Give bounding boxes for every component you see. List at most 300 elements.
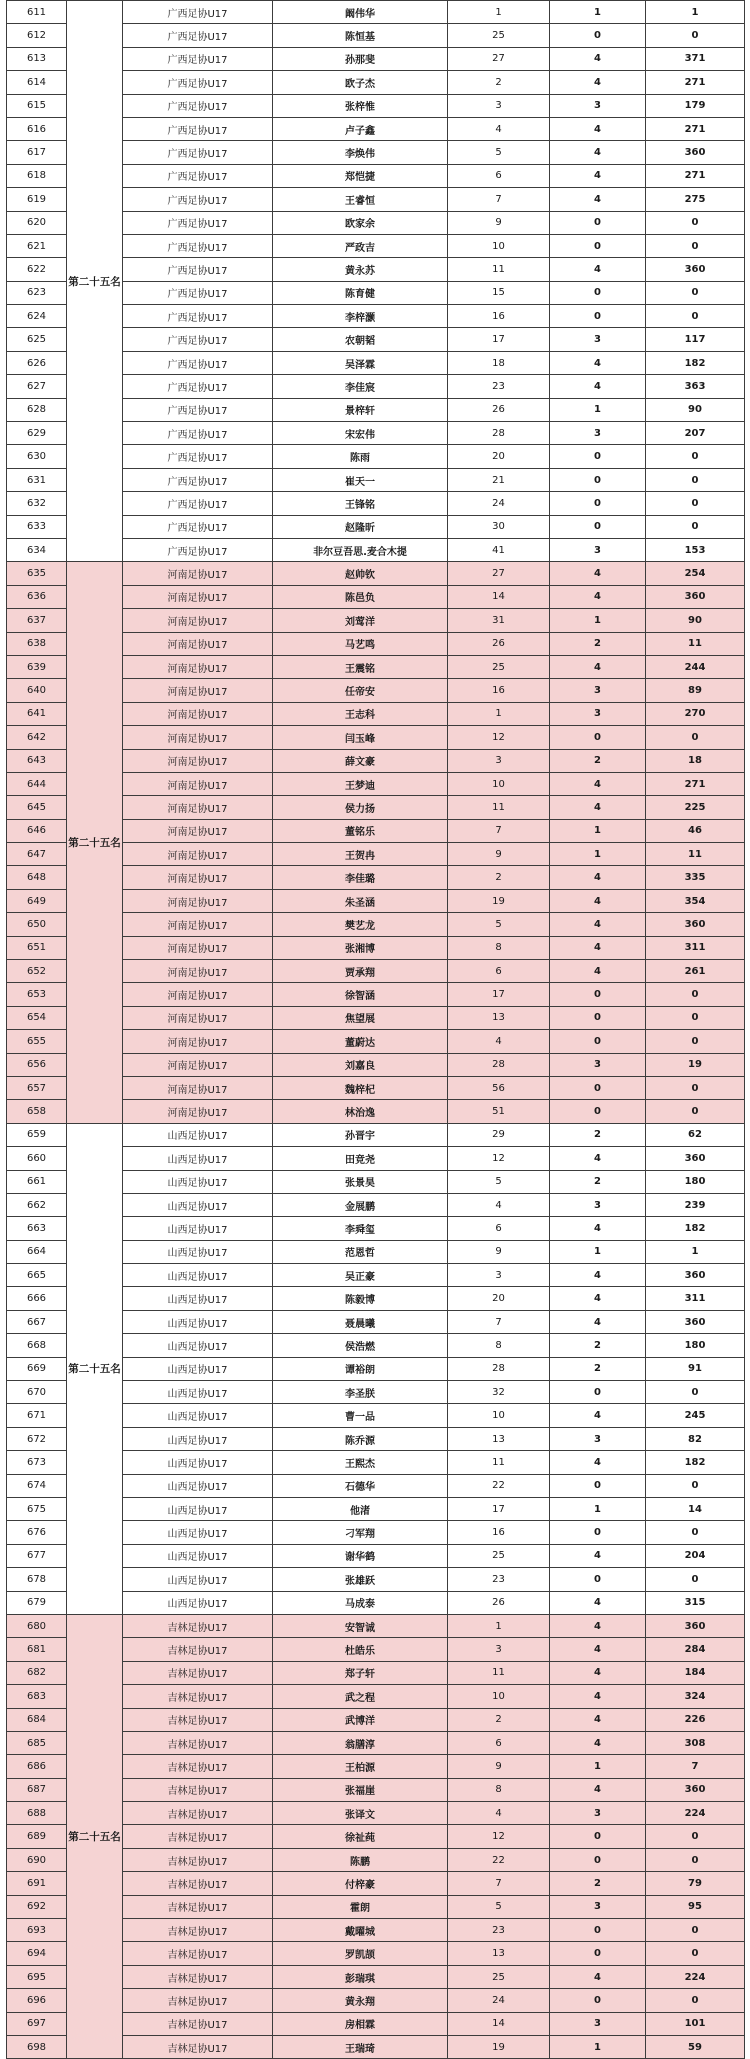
jersey-number-cell: 9 [448, 211, 550, 234]
minutes-cell: 226 [646, 1708, 745, 1731]
team-cell: 河南足协U17 [123, 1030, 273, 1053]
appearances-cell: 4 [550, 936, 646, 959]
jersey-number-cell: 7 [448, 819, 550, 842]
jersey-number-cell: 15 [448, 281, 550, 304]
minutes-cell: 275 [646, 188, 745, 211]
minutes-cell: 360 [646, 1310, 745, 1333]
appearances-cell: 0 [550, 1030, 646, 1053]
jersey-number-cell: 17 [448, 328, 550, 351]
team-cell: 山西足协U17 [123, 1591, 273, 1614]
jersey-number-cell: 1 [448, 702, 550, 725]
appearances-cell: 1 [550, 1, 646, 24]
table-row [7, 1123, 745, 1146]
minutes-cell: 19 [646, 1053, 745, 1076]
team-cell: 广西足协U17 [123, 468, 273, 491]
minutes-cell: 0 [646, 1100, 745, 1123]
row-number-cell: 669 [7, 1357, 67, 1380]
minutes-cell: 207 [646, 422, 745, 445]
jersey-number-cell: 3 [448, 1264, 550, 1287]
team-cell: 河南足协U17 [123, 585, 273, 608]
minutes-cell: 180 [646, 1170, 745, 1193]
player-name-cell: 闫玉峰 [273, 726, 448, 749]
appearances-cell: 4 [550, 1685, 646, 1708]
jersey-number-cell: 6 [448, 164, 550, 187]
minutes-cell: 0 [646, 1989, 745, 2012]
player-name-cell: 郑子轩 [273, 1661, 448, 1684]
minutes-cell: 271 [646, 772, 745, 795]
appearances-cell: 2 [550, 1872, 646, 1895]
team-cell: 广西足协U17 [123, 422, 273, 445]
jersey-number-cell: 16 [448, 305, 550, 328]
row-number-cell: 673 [7, 1451, 67, 1474]
minutes-cell: 0 [646, 983, 745, 1006]
row-number-cell: 644 [7, 772, 67, 795]
jersey-number-cell: 2 [448, 71, 550, 94]
team-cell: 河南足协U17 [123, 913, 273, 936]
appearances-cell: 2 [550, 1334, 646, 1357]
minutes-cell: 82 [646, 1427, 745, 1450]
minutes-cell: 91 [646, 1357, 745, 1380]
row-number-cell: 675 [7, 1498, 67, 1521]
appearances-cell: 1 [550, 819, 646, 842]
appearances-cell: 4 [550, 188, 646, 211]
player-name-cell: 吴泽霖 [273, 351, 448, 374]
appearances-cell: 2 [550, 632, 646, 655]
minutes-cell: 0 [646, 1825, 745, 1848]
appearances-cell: 3 [550, 2012, 646, 2035]
jersey-number-cell: 26 [448, 632, 550, 655]
jersey-number-cell: 3 [448, 749, 550, 772]
appearances-cell: 4 [550, 117, 646, 140]
team-cell: 吉林足协U17 [123, 1778, 273, 1801]
player-name-cell: 王志科 [273, 702, 448, 725]
jersey-number-cell: 12 [448, 726, 550, 749]
appearances-cell: 0 [550, 1919, 646, 1942]
minutes-cell: 153 [646, 538, 745, 561]
appearances-cell: 0 [550, 1989, 646, 2012]
player-name-cell: 房相霖 [273, 2012, 448, 2035]
jersey-number-cell: 17 [448, 1498, 550, 1521]
row-number-cell: 619 [7, 188, 67, 211]
minutes-cell: 0 [646, 281, 745, 304]
rank-cell: 第二十五名 [67, 1614, 123, 2058]
jersey-number-cell: 22 [448, 1474, 550, 1497]
appearances-cell: 0 [550, 234, 646, 257]
minutes-cell: 244 [646, 655, 745, 678]
jersey-number-cell: 3 [448, 1638, 550, 1661]
team-cell: 广西足协U17 [123, 515, 273, 538]
team-cell: 河南足协U17 [123, 632, 273, 655]
appearances-cell: 4 [550, 585, 646, 608]
player-name-cell: 张福崖 [273, 1778, 448, 1801]
row-number-cell: 681 [7, 1638, 67, 1661]
player-name-cell: 陈鹏 [273, 1848, 448, 1871]
team-cell: 山西足协U17 [123, 1310, 273, 1333]
minutes-cell: 224 [646, 1802, 745, 1825]
jersey-number-cell: 18 [448, 351, 550, 374]
appearances-cell: 4 [550, 1147, 646, 1170]
rank-cell: 第二十五名 [67, 1, 123, 562]
minutes-cell: 180 [646, 1334, 745, 1357]
minutes-cell: 261 [646, 960, 745, 983]
row-number-cell: 640 [7, 679, 67, 702]
appearances-cell: 4 [550, 164, 646, 187]
team-cell: 吉林足协U17 [123, 1965, 273, 1988]
jersey-number-cell: 6 [448, 960, 550, 983]
appearances-cell: 4 [550, 1404, 646, 1427]
appearances-cell: 4 [550, 913, 646, 936]
minutes-cell: 0 [646, 1568, 745, 1591]
jersey-number-cell: 10 [448, 1404, 550, 1427]
minutes-cell: 360 [646, 585, 745, 608]
minutes-cell: 0 [646, 515, 745, 538]
player-name-cell: 陈育健 [273, 281, 448, 304]
row-number-cell: 624 [7, 305, 67, 328]
player-name-cell: 张梓惟 [273, 94, 448, 117]
row-number-cell: 690 [7, 1848, 67, 1871]
appearances-cell: 4 [550, 1287, 646, 1310]
appearances-cell: 3 [550, 702, 646, 725]
minutes-cell: 117 [646, 328, 745, 351]
row-number-cell: 649 [7, 889, 67, 912]
row-number-cell: 618 [7, 164, 67, 187]
player-name-cell: 孙晋宇 [273, 1123, 448, 1146]
appearances-cell: 1 [550, 609, 646, 632]
player-name-cell: 景梓轩 [273, 398, 448, 421]
appearances-cell: 4 [550, 1731, 646, 1754]
row-number-cell: 664 [7, 1240, 67, 1263]
jersey-number-cell: 9 [448, 843, 550, 866]
player-name-cell: 陈雨 [273, 445, 448, 468]
appearances-cell: 4 [550, 960, 646, 983]
appearances-cell: 4 [550, 655, 646, 678]
player-name-cell: 刘莺洋 [273, 609, 448, 632]
appearances-cell: 4 [550, 772, 646, 795]
jersey-number-cell: 9 [448, 1755, 550, 1778]
jersey-number-cell: 4 [448, 117, 550, 140]
minutes-cell: 0 [646, 468, 745, 491]
player-name-cell: 李焕伟 [273, 141, 448, 164]
jersey-number-cell: 21 [448, 468, 550, 491]
team-cell: 吉林足协U17 [123, 1614, 273, 1637]
minutes-cell: 315 [646, 1591, 745, 1614]
appearances-cell: 1 [550, 1498, 646, 1521]
table-row [7, 1, 745, 24]
jersey-number-cell: 24 [448, 492, 550, 515]
player-name-cell: 武博洋 [273, 1708, 448, 1731]
jersey-number-cell: 5 [448, 1895, 550, 1918]
row-number-cell: 692 [7, 1895, 67, 1918]
row-number-cell: 679 [7, 1591, 67, 1614]
team-cell: 山西足协U17 [123, 1474, 273, 1497]
player-name-cell: 石德华 [273, 1474, 448, 1497]
appearances-cell: 2 [550, 749, 646, 772]
minutes-cell: 360 [646, 1778, 745, 1801]
minutes-cell: 0 [646, 1521, 745, 1544]
minutes-cell: 0 [646, 211, 745, 234]
jersey-number-cell: 16 [448, 679, 550, 702]
row-number-cell: 635 [7, 562, 67, 585]
minutes-cell: 245 [646, 1404, 745, 1427]
team-cell: 山西足协U17 [123, 1521, 273, 1544]
appearances-cell: 4 [550, 1614, 646, 1637]
player-name-cell: 阚伟华 [273, 1, 448, 24]
appearances-cell: 4 [550, 866, 646, 889]
row-number-cell: 614 [7, 71, 67, 94]
team-cell: 河南足协U17 [123, 960, 273, 983]
team-cell: 山西足协U17 [123, 1217, 273, 1240]
player-name-cell: 陈乔源 [273, 1427, 448, 1450]
jersey-number-cell: 19 [448, 889, 550, 912]
appearances-cell: 1 [550, 398, 646, 421]
jersey-number-cell: 10 [448, 234, 550, 257]
minutes-cell: 204 [646, 1544, 745, 1567]
row-number-cell: 639 [7, 655, 67, 678]
player-name-cell: 杜皓乐 [273, 1638, 448, 1661]
minutes-cell: 360 [646, 1147, 745, 1170]
appearances-cell: 0 [550, 211, 646, 234]
minutes-cell: 354 [646, 889, 745, 912]
table-row [7, 562, 745, 585]
appearances-cell: 4 [550, 1778, 646, 1801]
row-number-cell: 622 [7, 258, 67, 281]
team-cell: 山西足协U17 [123, 1357, 273, 1380]
row-number-cell: 656 [7, 1053, 67, 1076]
row-number-cell: 685 [7, 1731, 67, 1754]
player-name-cell: 徐祉莼 [273, 1825, 448, 1848]
team-cell: 广西足协U17 [123, 538, 273, 561]
player-name-cell: 徐智涵 [273, 983, 448, 1006]
player-name-cell: 马艺鸣 [273, 632, 448, 655]
team-cell: 河南足协U17 [123, 702, 273, 725]
row-number-cell: 680 [7, 1614, 67, 1637]
minutes-cell: 0 [646, 24, 745, 47]
minutes-cell: 324 [646, 1685, 745, 1708]
appearances-cell: 4 [550, 796, 646, 819]
row-number-cell: 698 [7, 2035, 67, 2058]
team-cell: 吉林足协U17 [123, 1731, 273, 1754]
team-cell: 河南足协U17 [123, 819, 273, 842]
jersey-number-cell: 11 [448, 258, 550, 281]
minutes-cell: 182 [646, 351, 745, 374]
minutes-cell: 363 [646, 375, 745, 398]
player-name-cell: 侯力扬 [273, 796, 448, 819]
jersey-number-cell: 32 [448, 1381, 550, 1404]
row-number-cell: 662 [7, 1193, 67, 1216]
player-name-cell: 聂晨曦 [273, 1310, 448, 1333]
team-cell: 河南足协U17 [123, 796, 273, 819]
minutes-cell: 184 [646, 1661, 745, 1684]
jersey-number-cell: 13 [448, 1942, 550, 1965]
jersey-number-cell: 12 [448, 1825, 550, 1848]
player-name-cell: 金展鹏 [273, 1193, 448, 1216]
minutes-cell: 360 [646, 141, 745, 164]
player-name-cell: 付梓豪 [273, 1872, 448, 1895]
player-name-cell: 侯浩燃 [273, 1334, 448, 1357]
minutes-cell: 0 [646, 234, 745, 257]
team-cell: 河南足协U17 [123, 1076, 273, 1099]
minutes-cell: 182 [646, 1451, 745, 1474]
jersey-number-cell: 8 [448, 1778, 550, 1801]
appearances-cell: 3 [550, 1053, 646, 1076]
player-name-cell: 王锋铭 [273, 492, 448, 515]
team-cell: 吉林足协U17 [123, 1895, 273, 1918]
row-number-cell: 684 [7, 1708, 67, 1731]
row-number-cell: 657 [7, 1076, 67, 1099]
appearances-cell: 0 [550, 1006, 646, 1029]
team-cell: 河南足协U17 [123, 1100, 273, 1123]
appearances-cell: 4 [550, 1264, 646, 1287]
minutes-cell: 62 [646, 1123, 745, 1146]
row-number-cell: 695 [7, 1965, 67, 1988]
minutes-cell: 0 [646, 1474, 745, 1497]
team-cell: 吉林足协U17 [123, 1872, 273, 1895]
player-name-cell: 张雄跃 [273, 1568, 448, 1591]
table-row [7, 1614, 745, 1637]
player-name-cell: 王贺冉 [273, 843, 448, 866]
jersey-number-cell: 4 [448, 1193, 550, 1216]
minutes-cell: 18 [646, 749, 745, 772]
jersey-number-cell: 51 [448, 1100, 550, 1123]
player-name-cell: 他渚 [273, 1498, 448, 1521]
row-number-cell: 683 [7, 1685, 67, 1708]
appearances-cell: 0 [550, 1521, 646, 1544]
row-number-cell: 667 [7, 1310, 67, 1333]
jersey-number-cell: 56 [448, 1076, 550, 1099]
jersey-number-cell: 28 [448, 1053, 550, 1076]
jersey-number-cell: 6 [448, 1731, 550, 1754]
minutes-cell: 0 [646, 1030, 745, 1053]
jersey-number-cell: 29 [448, 1123, 550, 1146]
team-cell: 广西足协U17 [123, 117, 273, 140]
minutes-cell: 0 [646, 1381, 745, 1404]
jersey-number-cell: 9 [448, 1240, 550, 1263]
row-number-cell: 682 [7, 1661, 67, 1684]
team-cell: 吉林足协U17 [123, 1708, 273, 1731]
team-cell: 河南足协U17 [123, 726, 273, 749]
player-name-cell: 非尔豆吾思.麦合木提 [273, 538, 448, 561]
appearances-cell: 4 [550, 1965, 646, 1988]
minutes-cell: 371 [646, 47, 745, 70]
appearances-cell: 3 [550, 1895, 646, 1918]
row-number-cell: 697 [7, 2012, 67, 2035]
row-number-cell: 632 [7, 492, 67, 515]
team-cell: 山西足协U17 [123, 1193, 273, 1216]
minutes-cell: 0 [646, 1942, 745, 1965]
appearances-cell: 4 [550, 351, 646, 374]
minutes-cell: 1 [646, 1240, 745, 1263]
team-cell: 吉林足协U17 [123, 1919, 273, 1942]
jersey-number-cell: 11 [448, 1661, 550, 1684]
player-name-cell: 武之程 [273, 1685, 448, 1708]
minutes-cell: 0 [646, 1848, 745, 1871]
team-cell: 山西足协U17 [123, 1147, 273, 1170]
minutes-cell: 224 [646, 1965, 745, 1988]
appearances-cell: 4 [550, 1708, 646, 1731]
team-cell: 广西足协U17 [123, 281, 273, 304]
jersey-number-cell: 22 [448, 1848, 550, 1871]
minutes-cell: 59 [646, 2035, 745, 2058]
team-cell: 吉林足协U17 [123, 1661, 273, 1684]
row-number-cell: 670 [7, 1381, 67, 1404]
minutes-cell: 284 [646, 1638, 745, 1661]
team-cell: 吉林足协U17 [123, 1802, 273, 1825]
team-cell: 河南足协U17 [123, 983, 273, 1006]
minutes-cell: 271 [646, 71, 745, 94]
team-cell: 山西足协U17 [123, 1498, 273, 1521]
minutes-cell: 11 [646, 632, 745, 655]
minutes-cell: 0 [646, 305, 745, 328]
player-name-cell: 王柏源 [273, 1755, 448, 1778]
appearances-cell: 0 [550, 492, 646, 515]
player-name-cell: 李佳璐 [273, 866, 448, 889]
team-cell: 河南足协U17 [123, 1053, 273, 1076]
player-name-cell: 范恩哲 [273, 1240, 448, 1263]
row-number-cell: 625 [7, 328, 67, 351]
jersey-number-cell: 25 [448, 1965, 550, 1988]
appearances-cell: 1 [550, 2035, 646, 2058]
player-name-cell: 黄永翔 [273, 1989, 448, 2012]
player-name-cell: 陈恒基 [273, 24, 448, 47]
row-number-cell: 674 [7, 1474, 67, 1497]
team-cell: 广西足协U17 [123, 94, 273, 117]
row-number-cell: 696 [7, 1989, 67, 2012]
appearances-cell: 4 [550, 1310, 646, 1333]
player-name-cell: 农朝韬 [273, 328, 448, 351]
jersey-number-cell: 10 [448, 1685, 550, 1708]
jersey-number-cell: 8 [448, 936, 550, 959]
player-name-cell: 刁军翔 [273, 1521, 448, 1544]
appearances-cell: 4 [550, 889, 646, 912]
team-cell: 吉林足协U17 [123, 1638, 273, 1661]
team-cell: 河南足协U17 [123, 562, 273, 585]
player-name-cell: 崔天一 [273, 468, 448, 491]
appearances-cell: 0 [550, 1848, 646, 1871]
row-number-cell: 663 [7, 1217, 67, 1240]
row-number-cell: 642 [7, 726, 67, 749]
team-cell: 广西足协U17 [123, 211, 273, 234]
player-name-cell: 黄永苏 [273, 258, 448, 281]
row-number-cell: 688 [7, 1802, 67, 1825]
player-name-cell: 宋宏伟 [273, 422, 448, 445]
appearances-cell: 0 [550, 305, 646, 328]
row-number-cell: 641 [7, 702, 67, 725]
team-cell: 广西足协U17 [123, 24, 273, 47]
jersey-number-cell: 28 [448, 1357, 550, 1380]
jersey-number-cell: 16 [448, 1521, 550, 1544]
appearances-cell: 4 [550, 258, 646, 281]
team-cell: 山西足协U17 [123, 1123, 273, 1146]
appearances-cell: 3 [550, 422, 646, 445]
jersey-number-cell: 6 [448, 1217, 550, 1240]
minutes-cell: 95 [646, 1895, 745, 1918]
team-cell: 河南足协U17 [123, 655, 273, 678]
team-cell: 吉林足协U17 [123, 2012, 273, 2035]
appearances-cell: 4 [550, 375, 646, 398]
jersey-number-cell: 28 [448, 422, 550, 445]
row-number-cell: 647 [7, 843, 67, 866]
jersey-number-cell: 11 [448, 796, 550, 819]
appearances-cell: 0 [550, 1381, 646, 1404]
team-cell: 河南足协U17 [123, 1006, 273, 1029]
jersey-number-cell: 3 [448, 94, 550, 117]
jersey-number-cell: 24 [448, 1989, 550, 2012]
appearances-cell: 3 [550, 679, 646, 702]
jersey-number-cell: 14 [448, 585, 550, 608]
minutes-cell: 360 [646, 1264, 745, 1287]
team-cell: 山西足协U17 [123, 1264, 273, 1287]
appearances-cell: 0 [550, 1100, 646, 1123]
